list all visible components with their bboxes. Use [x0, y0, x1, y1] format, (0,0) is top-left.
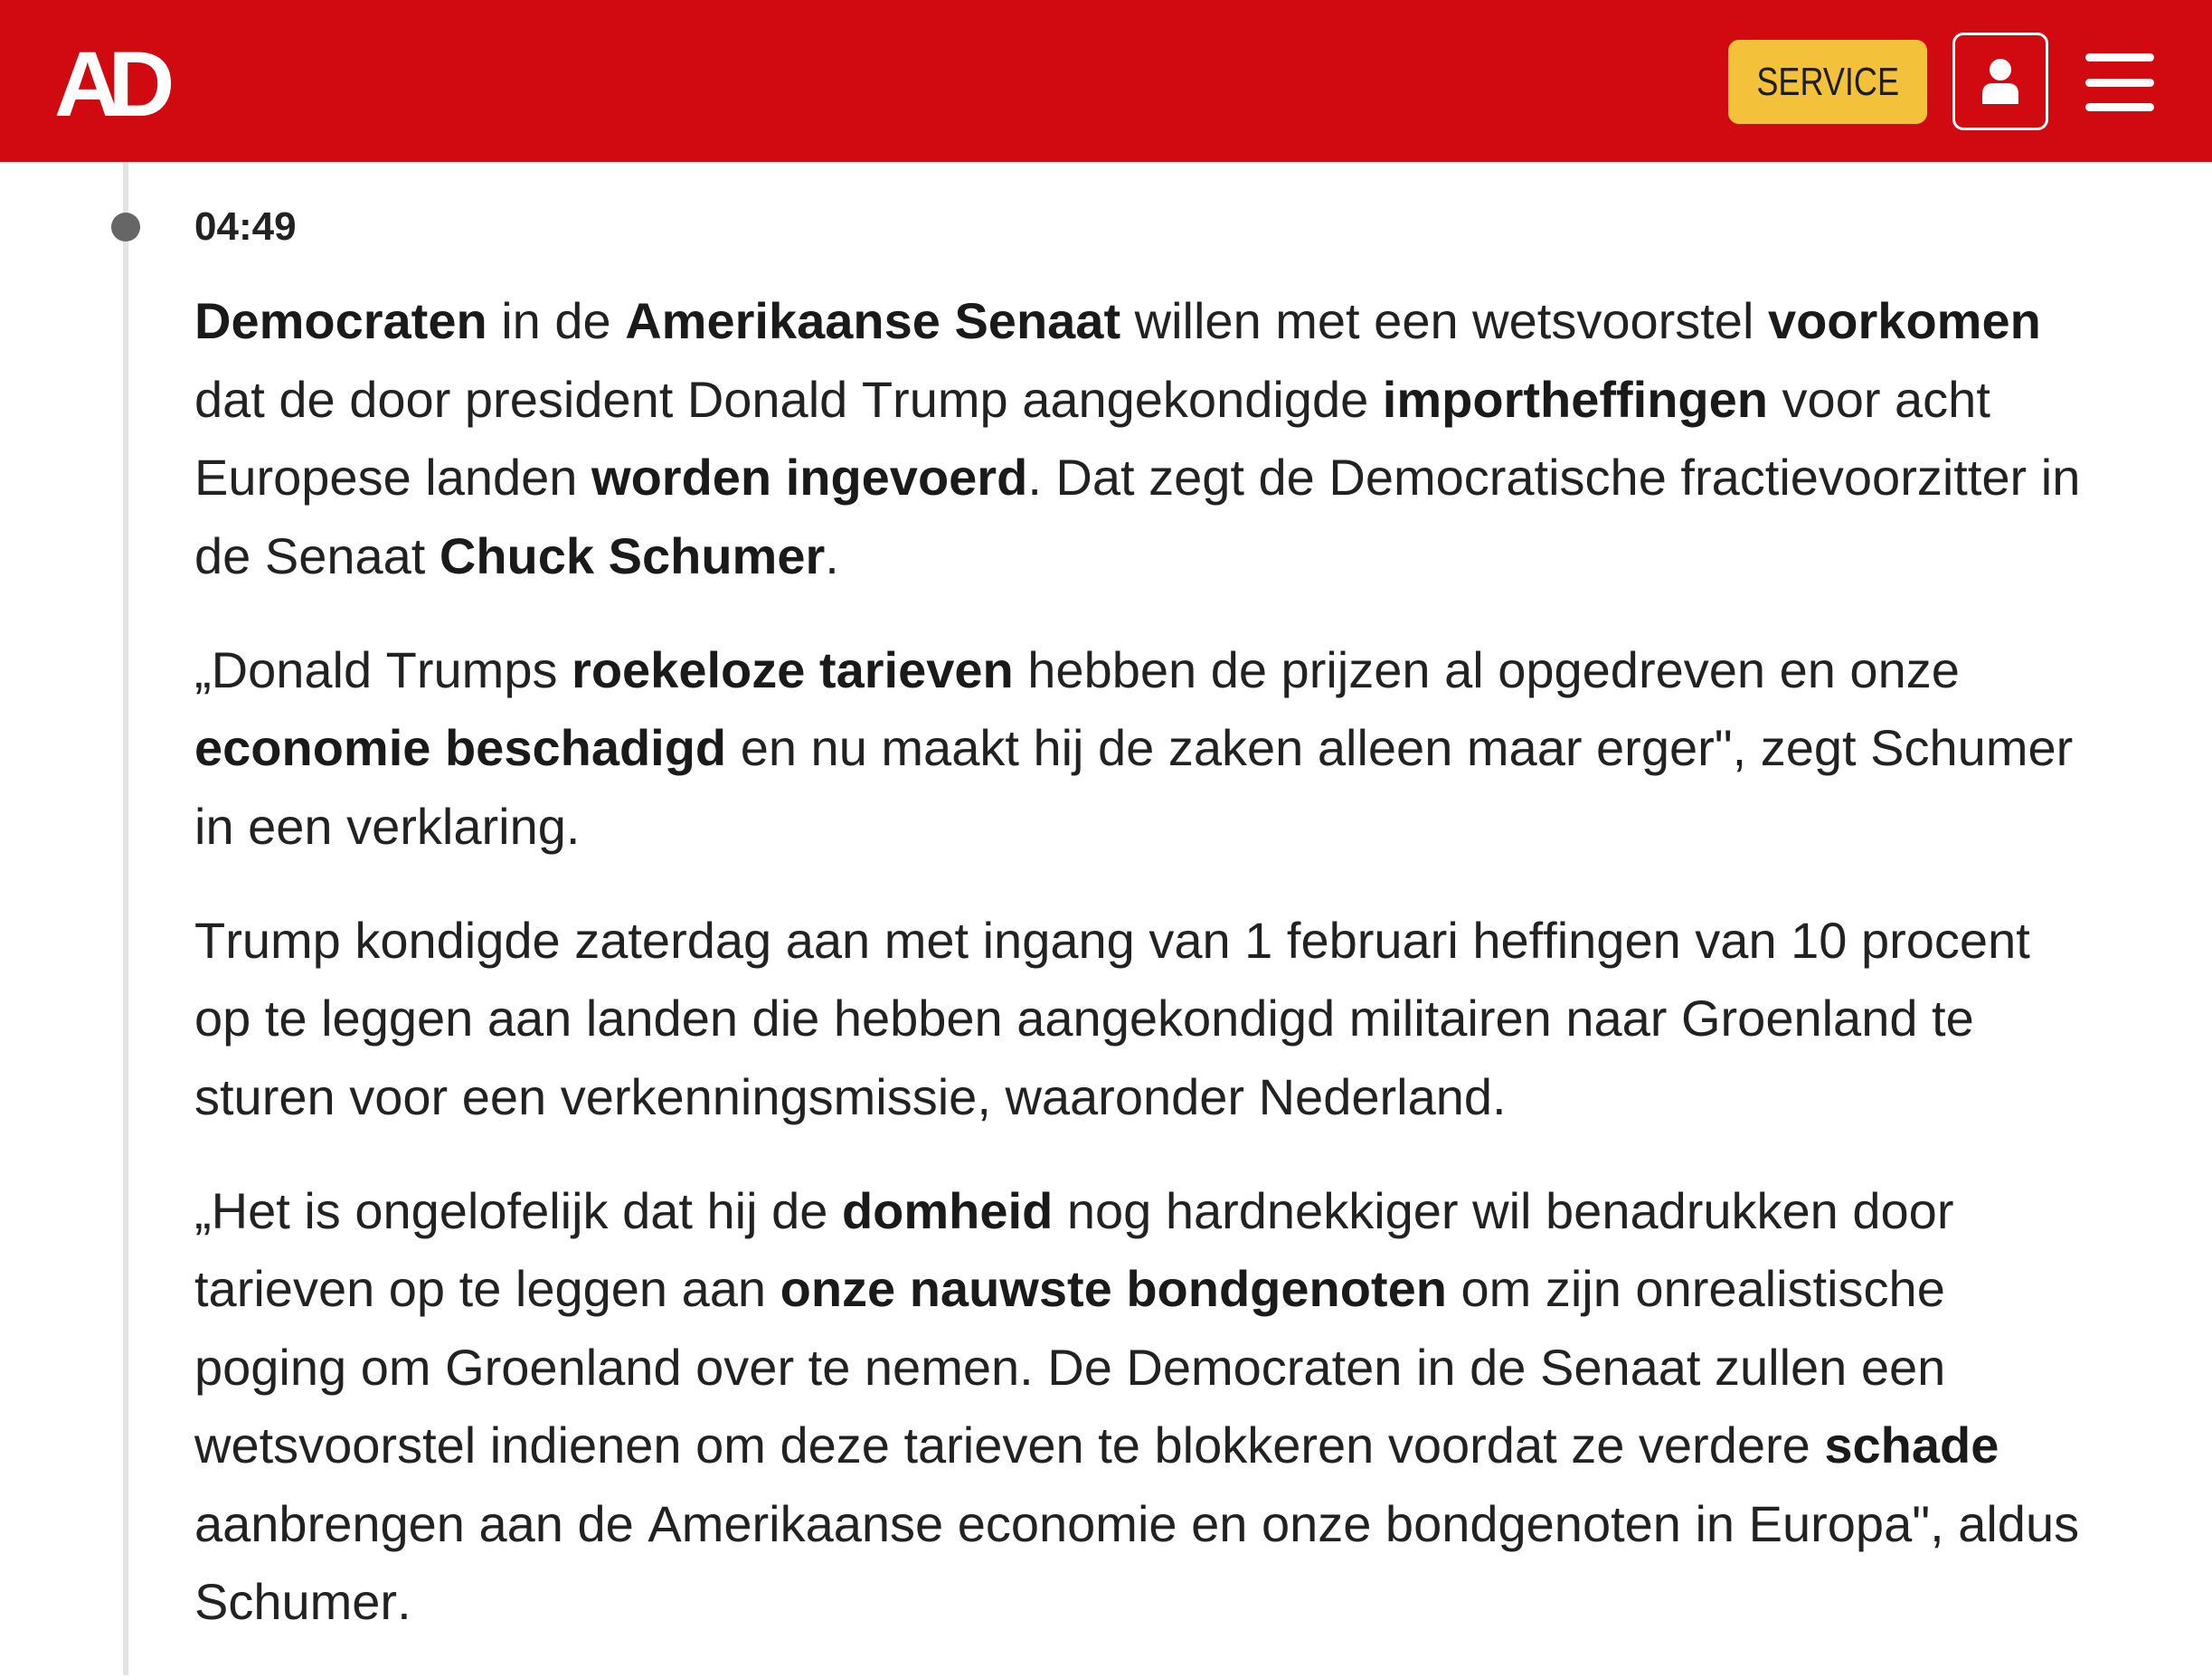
hamburger-menu-icon	[2085, 103, 2154, 111]
text-run: „Het is ongelofelijk dat hij de	[194, 1181, 842, 1239]
entry-paragraph	[194, 282, 2092, 595]
text-run: willen met een wetsvoorstel	[1120, 292, 1768, 349]
text-run: nog hardnekkiger wil benadrukken door tarieven op te leggen aan	[194, 1181, 1954, 1317]
top-navigation-bar	[0, 0, 2212, 162]
bold-text-run: domheid	[841, 1181, 1054, 1239]
entry-paragraph	[194, 631, 2092, 867]
bold-text-run: economie beschadigd	[194, 719, 727, 776]
bold-text-run: voorkomen	[1767, 292, 2041, 349]
liveblog-entry-body	[194, 282, 2092, 1677]
entry-timestamp: 04:49	[194, 204, 297, 249]
entry-paragraph	[194, 902, 2092, 1137]
bold-text-run: importheffingen	[1382, 370, 1768, 428]
account-button[interactable]	[1952, 33, 2048, 130]
timeline-dot	[111, 213, 140, 242]
timeline-line	[123, 162, 128, 1675]
text-run: dat de door president Donald Trump aangekondigde	[194, 370, 1383, 428]
service-button[interactable]	[1728, 40, 1927, 124]
text-run: hebben de prijzen al opgedreven en onze	[1013, 640, 1960, 698]
menu-button[interactable]	[2085, 53, 2154, 111]
text-run: in de	[487, 292, 626, 349]
text-run: . Dat zegt de Democratische fractievoorzitter in de Senaat	[194, 449, 2081, 584]
text-run: Trump kondigde zaterdag aan met ingang van 1 februari heffingen van 10 procent op te leggen aan landen die hebben aangekondigd militairen naar Groenland te sturen voor een verkenningsmissie, waaronder Nederland.	[194, 911, 2030, 1125]
bold-text-run: worden ingevoerd	[591, 449, 1028, 506]
hamburger-menu-icon	[2085, 79, 2154, 87]
text-run: en nu maakt hij de zaken alleen maar erger", zegt Schumer in een verklaring.	[194, 719, 2074, 855]
text-run: om zijn onrealistische poging om Groenland over te nemen. De Democraten in de Senaat zullen een wetsvoorstel indienen om deze tarieven te blokkeren voordat ze verdere	[194, 1260, 1946, 1473]
service-button-label: SERVICE	[1756, 59, 1899, 104]
hamburger-menu-icon	[2085, 53, 2154, 62]
entry-paragraph	[194, 1172, 2092, 1642]
ad-logo[interactable]: AD	[54, 33, 163, 136]
text-run: aanbrengen aan de Amerikaanse economie en onze bondgenoten in Europa", aldus Schumer.	[194, 1494, 2080, 1630]
text-run: .	[825, 526, 839, 584]
bold-text-run: onze nauwste bondgenoten	[780, 1260, 1447, 1317]
bold-text-run: Democraten	[194, 292, 487, 349]
text-run: voor acht Europese landen	[194, 370, 1990, 506]
bold-text-run: schade	[1824, 1416, 1999, 1473]
user-icon	[1982, 59, 2018, 104]
bold-text-run: Amerikaanse Senaat	[625, 292, 1121, 349]
text-run: „Donald Trumps	[194, 640, 572, 698]
bold-text-run: roekeloze tarieven	[572, 640, 1014, 698]
bold-text-run: Chuck Schumer	[439, 526, 826, 584]
